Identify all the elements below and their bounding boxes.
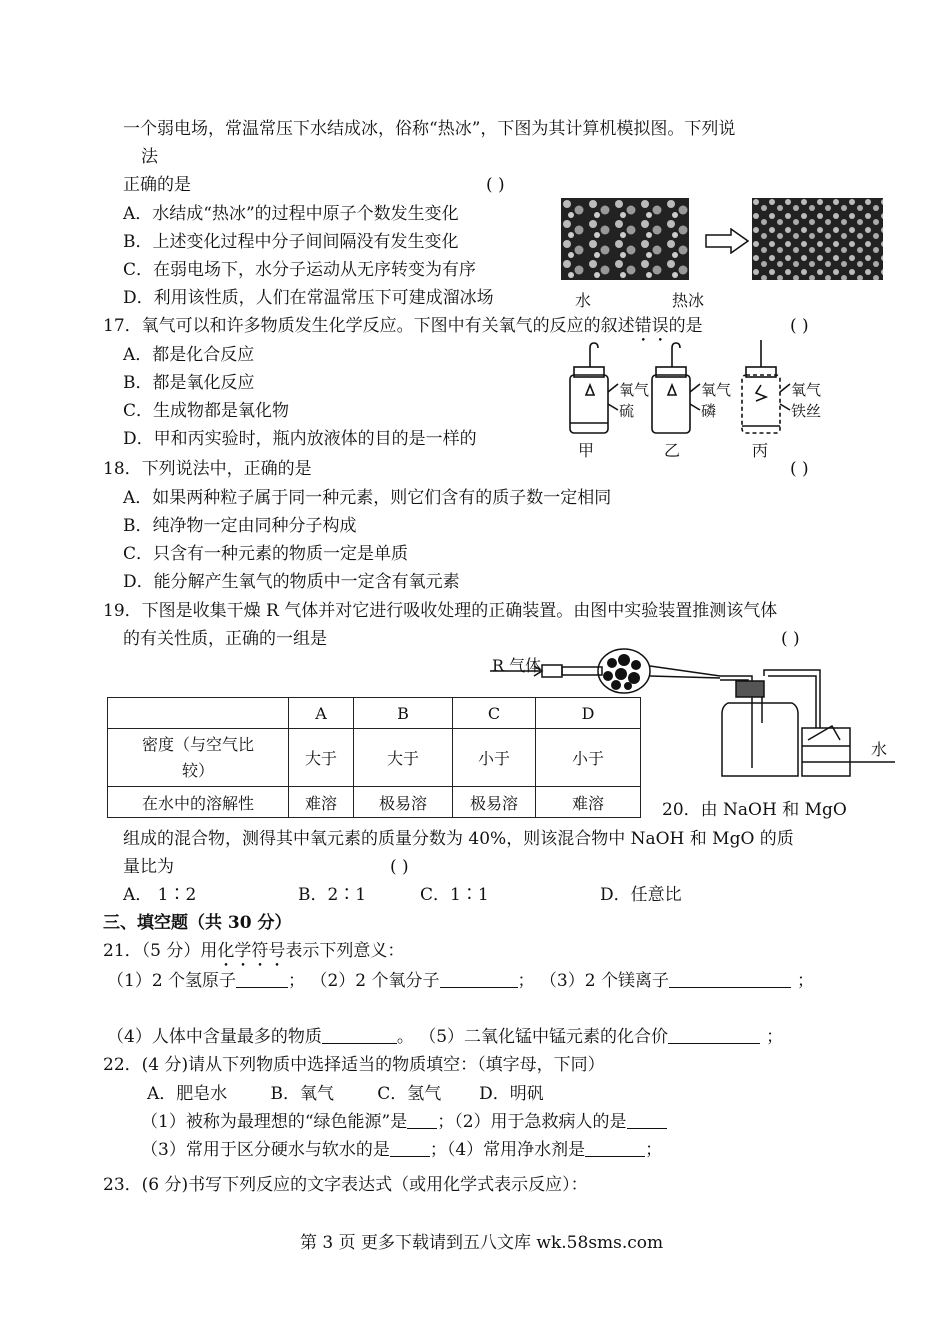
table-row — [108, 787, 641, 818]
q22-line2: （3）常用于区分硬水与软水的是 ；（4）常用净水剂是 ； — [141, 1140, 663, 1160]
table-cell: 在水中的溶解性 — [108, 787, 289, 818]
q22-stem: 22．(4 分)请从下列物质中选择适当的物质填空：（填字母，下同） — [103, 1055, 605, 1075]
answer-blank[interactable] — [669, 971, 791, 988]
q19-property-table — [107, 697, 641, 818]
q22-choices: A．肥皂水 B．氧气 C．氢气 D．明矾 — [147, 1084, 544, 1104]
table-header-cell: D — [536, 698, 641, 729]
jar2-label-phosphorus: 磷 — [701, 402, 717, 420]
q16-stem-line3: 正确的是 — [123, 175, 191, 195]
label-water: 水 — [575, 291, 592, 310]
jar1-label-sulfur: 硫 — [619, 402, 635, 420]
section-title: 三、填空题（共 30 分） — [103, 913, 292, 933]
table-cell: 小于 — [536, 729, 641, 787]
table-cell: 极易溶 — [354, 787, 453, 818]
q16-stem-line2: 法 — [141, 147, 158, 167]
jar2-label-oxygen: 氧气 — [701, 381, 732, 399]
table-cell: 极易溶 — [453, 787, 536, 818]
answer-blank[interactable] — [668, 1027, 760, 1044]
water-molecule-image — [561, 198, 689, 280]
answer-blank[interactable] — [236, 971, 288, 988]
q17-option-b: B．都是氧化反应 — [123, 373, 255, 393]
q20-stem-line1: 20．由 NaOH 和 MgO — [662, 800, 847, 820]
q17-stem: 17．氧气可以和许多物质发生化学反应。下图中有关氧气的反应的叙述错误的是 — [103, 316, 703, 336]
q19-answer-paren: ( ) — [781, 629, 800, 649]
table-cell: 小于 — [453, 729, 536, 787]
jar3-label-iron-wire: 铁丝 — [791, 402, 822, 420]
jar2-caption: 乙 — [664, 441, 681, 460]
q20-stem-line3: 量比为 — [123, 857, 174, 877]
q18-option-c: C．只含有一种元素的物质一定是单质 — [123, 544, 409, 564]
q16-option-d: D．利用该性质，人们在常温常压下可建成溜冰场 — [123, 288, 494, 308]
table-cell: 大于 — [289, 729, 354, 787]
q17-option-c: C．生成物都是氧化物 — [123, 401, 290, 421]
answer-blank[interactable] — [440, 971, 518, 988]
q20-option-b: B．2∶1 — [298, 885, 367, 905]
answer-blank[interactable] — [585, 1140, 645, 1157]
table-header-cell: B — [354, 698, 453, 729]
table-cell: 大于 — [354, 729, 453, 787]
q20-stem-line2: 组成的混合物，测得其中氧元素的质量分数为 40%，则该混合物中 NaOH 和 MgO 的质 — [123, 829, 794, 849]
hot-ice-image — [752, 198, 883, 280]
jar3-caption: 丙 — [752, 441, 769, 460]
q16-option-a: A．水结成“热冰”的过程中原子个数发生变化 — [123, 204, 459, 224]
table-header-row — [108, 698, 641, 729]
oxygen-reaction-jars — [560, 340, 830, 442]
table-cell: 难溶 — [536, 787, 641, 818]
q21-line2: （4）人体中含量最多的物质 。 （5）二氧化锰中锰元素的化合价 ； — [107, 1027, 784, 1047]
table-row — [108, 729, 641, 787]
label-hot-ice: 热冰 — [672, 291, 705, 310]
jar1-caption: 甲 — [578, 441, 595, 460]
q23-stem: 23．(6 分)书写下列反应的文字表达式（或用化学式表示反应）： — [103, 1175, 588, 1195]
q18-option-a: A．如果两种粒子属于同一种元素，则它们含有的质子数一定相同 — [123, 488, 612, 508]
q16-answer-paren: ( ) — [486, 175, 505, 195]
q16-option-c: C．在弱电场下，水分子运动从无序转变为有序 — [123, 260, 477, 280]
q16-option-b: B．上述变化过程中分子间间隔没有发生变化 — [123, 232, 459, 252]
q21-stem: 21．（5 分）用化学符号表示下列意义： — [103, 941, 405, 961]
answer-blank[interactable] — [627, 1112, 667, 1129]
q19-stem-line1: 19．下图是收集干燥 R 气体并对它进行吸收处理的正确装置。由图中实验装置推测该气体 — [103, 601, 778, 621]
q16-stem-line1: 一个弱电场，常温常压下水结成冰，俗称“热冰”，下图为其计算机模拟图。下列说 — [123, 119, 736, 139]
jar1-label-oxygen: 氧气 — [619, 381, 650, 399]
q17-answer-paren: ( ) — [790, 316, 809, 336]
q20-answer-paren: ( ) — [390, 857, 409, 877]
q22-line1: （1）被称为最理想的“绿色能源”是 ；（2）用于急救病人的是 — [141, 1111, 667, 1133]
water-label: 水 — [871, 740, 888, 759]
q18-option-d: D．能分解产生氧气的物质中一定含有氧元素 — [123, 572, 460, 592]
table-header-cell: C — [453, 698, 536, 729]
q19-stem-line2: 的有关性质，正确的一组是 — [123, 629, 327, 649]
jar3-label-oxygen: 氧气 — [791, 381, 822, 399]
q17-option-d: D．甲和丙实验时，瓶内放液体的目的是一样的 — [123, 429, 477, 449]
answer-blank[interactable] — [322, 1027, 397, 1044]
q18-stem: 18．下列说法中，正确的是 — [103, 459, 312, 479]
table-cell: 难溶 — [289, 787, 354, 818]
answer-blank[interactable] — [407, 1112, 437, 1129]
q20-option-a: A． 1∶2 — [123, 885, 197, 905]
q20-option-c: C．1∶1 — [420, 885, 489, 905]
table-header-cell: A — [289, 698, 354, 729]
table-header-cell — [108, 698, 289, 729]
gas-r-label: R 气体 — [492, 656, 542, 675]
q18-answer-paren: ( ) — [790, 459, 809, 479]
arrow-right-icon — [705, 228, 749, 254]
q20-option-d: D．任意比 — [600, 885, 682, 905]
q21-line1: （1）2 个氢原子 ； （2）2 个氧分子 ； （3）2 个镁离子 ； — [107, 971, 814, 991]
q18-option-b: B．纯净物一定由同种分子构成 — [123, 516, 357, 536]
answer-blank[interactable] — [390, 1140, 430, 1157]
q17-option-a: A．都是化合反应 — [123, 345, 255, 365]
table-cell: 密度（与空气比较） — [108, 729, 289, 787]
page-footer: 第 3 页 更多下载请到五八文库 wk.58sms.com — [300, 1233, 664, 1253]
